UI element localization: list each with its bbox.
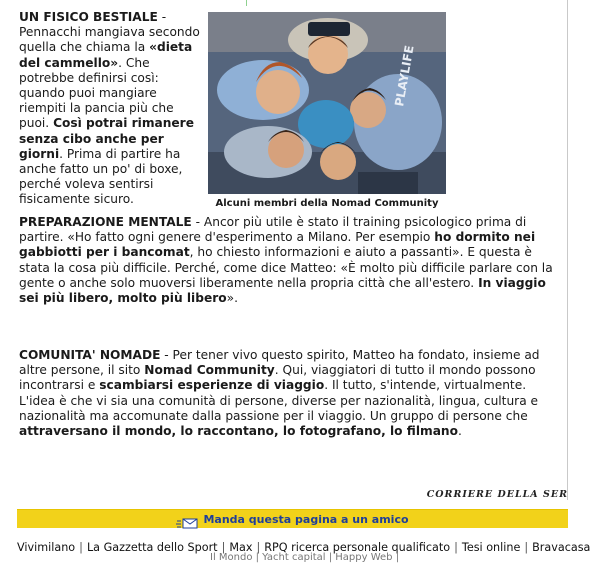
footer-link-tesi-online[interactable]: Tesi online xyxy=(461,541,521,554)
send-page-label: Manda questa pagina a un amico xyxy=(203,512,409,526)
divider-line xyxy=(246,0,247,6)
envelope-icon xyxy=(176,514,198,525)
section-comunita: COMUNITA' NOMADE - Per tener vivo questo spirito, Matteo ha fondato, insieme ad altre persone, il sito Nomad Community. Qui, viaggiatori di tutto il mondo possono incontrarsi e scambiarsi esperienze di viaggio. Il tutto, s'intende, virtualmente. L'idea è che vi sia una comunità di persone, diverse per nazionalità, lingua, cultura e nazionalità ma accomunate dalla passione per il viaggio. Un gruppo di persone che attraversano il mondo, lo raccontano, lo fotografano, lo filmano. xyxy=(19,348,540,439)
footer-link-vivimilano[interactable]: Vivimilano xyxy=(17,541,76,554)
photo-caption: Alcuni membri della Nomad Community xyxy=(215,198,439,209)
section-heading: PREPARAZIONE MENTALE xyxy=(19,215,192,229)
footer-link-bravacasa[interactable]: Bravacasa xyxy=(532,541,590,554)
footer-link-gazzetta[interactable]: La Gazzetta dello Sport xyxy=(86,541,218,554)
section-preparazione: PREPARAZIONE MENTALE - Ancor più utile è stato il training psicologico prima di partire. «Ho fatto ogni genere d'esperimento a Milano. Per esempio ho dormito nei gabbiotti per i bancomat, ho chiesto informazioni e aiuto a passanti». E questa è stata la cosa più difficile. Perché, come dice Matteo: «È molto più difficile parlare con la gente o anche solo muoversi liberamente nella propria città che all'estero. In viaggio sei più libero, molto più libero». xyxy=(19,215,553,306)
shirt-text: PLAYLIFE xyxy=(392,44,417,108)
footer-links-row-2: Il Mondo | Yacht capital | Happy Web | xyxy=(210,552,400,563)
column-divider xyxy=(567,0,568,500)
intro-heading: UN FISICO BESTIALE xyxy=(19,10,158,24)
group-photo xyxy=(208,12,446,194)
corriere-logo: CORRIERE DELLA SER xyxy=(426,489,568,500)
section-heading: COMUNITA' NOMADE xyxy=(19,348,161,362)
send-page-link[interactable] xyxy=(176,513,408,526)
intro-paragraph: UN FISICO BESTIALE - Pennacchi mangiava secondo quella che chiama la «dieta del cammello». Che potrebbe definirsi così: quando puoi mangiare riempiti la pancia più che puoi. Così potrai rimanere senza cibo anche per giorni. Prima di partire ha anche fatto un po' di boxe, perché voleva sentirsi fisicamente sicuro. xyxy=(19,10,200,207)
footer-links: Vivimilano | La Gazzetta dello Sport | Max | RPQ ricerca personale qualificato | Tesi online | Bravacasa xyxy=(17,541,590,554)
footer-link-rpq[interactable]: RPQ ricerca personale qualificato xyxy=(264,541,451,554)
footer-link-max[interactable]: Max xyxy=(229,541,253,554)
send-page-bar xyxy=(17,509,568,528)
